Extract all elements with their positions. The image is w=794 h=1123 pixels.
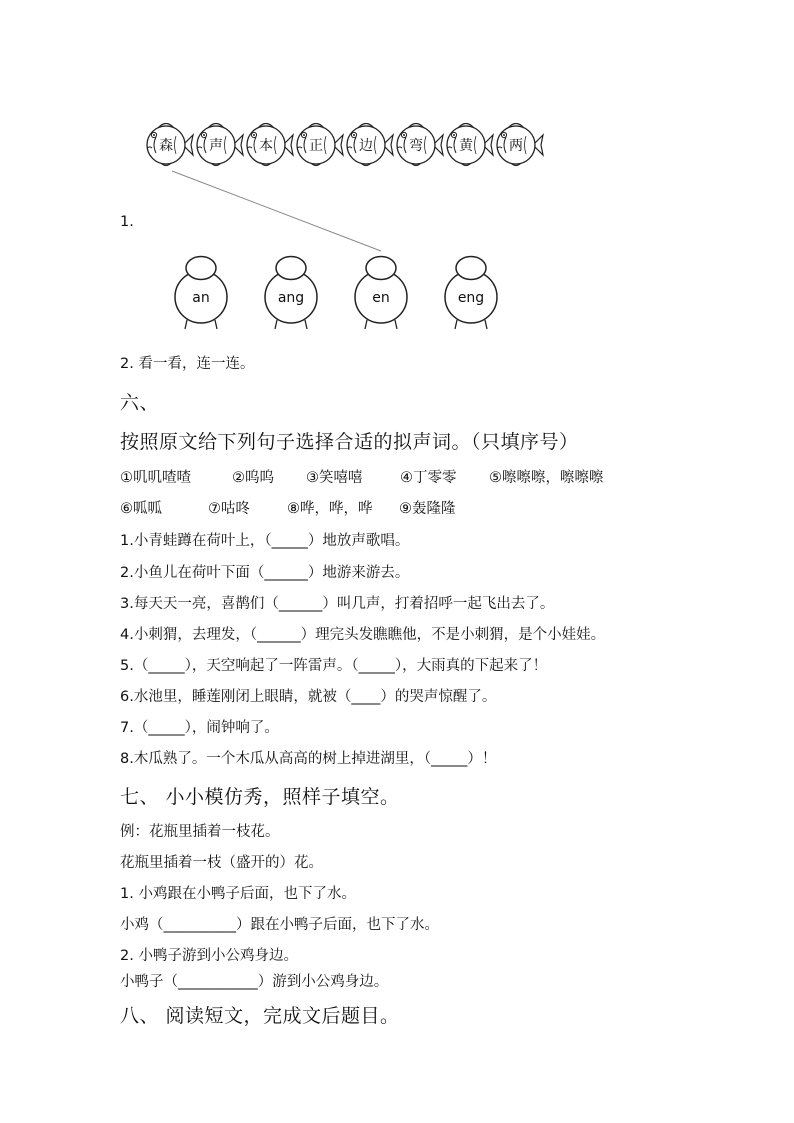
- fish-character: 正: [309, 138, 323, 154]
- imitate-blank-1: 小鸡（__________）跟在小鸭子后面，也下了水。: [120, 917, 439, 933]
- fish-character: 边: [359, 138, 373, 154]
- option: ①叽叽喳喳: [120, 470, 191, 486]
- fish-character: 本: [259, 138, 273, 154]
- option: ②呜呜: [232, 470, 274, 486]
- pinyin-figure: [445, 257, 497, 330]
- fill-item-2: 2.小鱼儿在荷叶下面（______）地游来游去。: [120, 565, 410, 581]
- matching-figure: [0, 0, 794, 345]
- option: ⑦咕咚: [208, 501, 250, 517]
- fill-item-7: 7.（_____），闹钟响了。: [120, 720, 279, 736]
- fish-icon: [247, 124, 293, 166]
- fill-item-1: 1.小青蛙蹲在荷叶上，（_____）地放声歌唱。: [120, 533, 410, 549]
- pinyin-label: ang: [277, 290, 305, 306]
- option: ⑨轰隆隆: [399, 501, 456, 517]
- imitate-blank-2: 小鸭子（___________）游到小公鸡身边。: [120, 974, 389, 990]
- example-sentence: 例：花瓶里插着一枝花。: [120, 824, 280, 840]
- question-2-text: 2. 看一看，连一连。: [120, 356, 255, 372]
- fish-icon: [147, 124, 193, 166]
- section-7-title: 七、 小小模仿秀，照样子填空。: [120, 786, 400, 808]
- fill-item-4: 4.小刺猬，去理发，（______）理完头发瞧瞧他，不是小刺猬，是个小娃娃。: [120, 627, 606, 643]
- fish-character: 声: [209, 138, 223, 154]
- section-6-title: 按照原文给下列句子选择合适的拟声词。（只填序号）: [120, 431, 579, 453]
- figure-item-number: 1.: [120, 214, 134, 230]
- pinyin-label: eng: [457, 290, 485, 306]
- fill-item-5: 5.（_____），天空响起了一阵雷声。（_____），大雨真的下起来了！: [120, 658, 548, 674]
- example-answer: 花瓶里插着一枝（盛开的）花。: [120, 855, 323, 871]
- section-8-title: 八、 阅读短文，完成文后题目。: [120, 1005, 400, 1027]
- fish-icon: [497, 124, 543, 166]
- option: ⑤嚓嚓嚓，嚓嚓嚓: [489, 470, 604, 486]
- option: ⑥呱呱: [120, 501, 162, 517]
- pinyin-figure: [175, 257, 227, 330]
- fill-item-6: 6.水池里，睡莲刚闭上眼睛，就被（____）的哭声惊醒了。: [120, 689, 497, 705]
- option: ⑧哗，哗，哗: [287, 501, 373, 517]
- fish-character: 森: [159, 138, 173, 154]
- fish-character: 弯: [409, 138, 423, 154]
- pinyin-figure: [355, 257, 407, 330]
- fill-item-8: 8.木瓜熟了。一个木瓜从高高的树上掉进湖里，（_____）！: [120, 751, 497, 767]
- imitate-item-1: 1. 小鸡跟在小鸭子后面，也下了水。: [120, 886, 356, 902]
- fish-icon: [297, 124, 343, 166]
- fish-icon: [397, 124, 443, 166]
- connecting-line: [172, 171, 381, 251]
- pinyin-label: en: [372, 290, 390, 306]
- fish-character: 两: [509, 138, 523, 154]
- fish-icon: [347, 124, 393, 166]
- section-6-number: 六、: [120, 392, 160, 414]
- fish-character: 黄: [459, 138, 473, 154]
- option: ④丁零零: [400, 470, 457, 486]
- pinyin-label: an: [192, 290, 210, 306]
- imitate-item-2: 2. 小鸭子游到小公鸡身边。: [120, 948, 298, 964]
- pinyin-figure: [265, 257, 317, 330]
- fish-icon: [447, 124, 493, 166]
- option: ③笑嘻嘻: [306, 470, 363, 486]
- fill-item-3: 3.每天天一亮，喜鹊们（______）叫几声，打着招呼一起飞出去了。: [120, 596, 555, 612]
- fish-icon: [197, 124, 243, 166]
